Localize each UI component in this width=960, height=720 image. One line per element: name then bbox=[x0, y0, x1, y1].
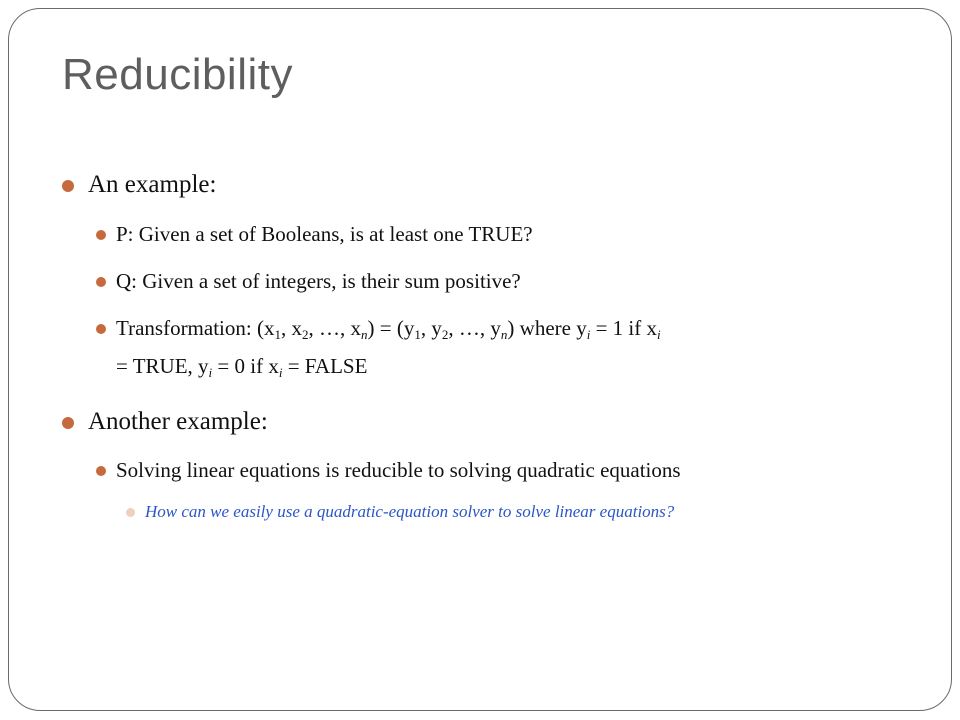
bullet-dot bbox=[96, 324, 106, 334]
bullet-dot bbox=[96, 230, 106, 240]
bullet-dot bbox=[126, 508, 135, 517]
slide-title: Reducibility bbox=[62, 50, 293, 99]
bullet-dot bbox=[62, 417, 74, 429]
bullet-q-definition: Q: Given a set of integers, is their sum positive? bbox=[116, 269, 521, 293]
bullet-dot bbox=[62, 180, 74, 192]
bullet-an-example: An example: bbox=[88, 171, 217, 198]
bullet-dot bbox=[96, 277, 106, 287]
bullet-transformation-line2: = TRUE, $y_i = 0$ if $x_i$ = FALSE bbox=[116, 354, 368, 381]
bullet-dot bbox=[96, 466, 106, 476]
bullet-linear-quadratic: Solving linear equations is reducible to solving quadratic equations bbox=[116, 458, 681, 482]
bullet-p-definition: P: Given a set of Booleans, is at least one TRUE? bbox=[116, 222, 533, 246]
bullet-another-example: Another example: bbox=[88, 408, 268, 435]
bullet-question: How can we easily use a quadratic-equation solver to solve linear equations? bbox=[145, 502, 675, 521]
bullet-transformation-line1: Transformation: ($x_1$, $x_2$, …, $x_n) = (y_1$, $y_2$, …, $y_n$) where $y_i = 1$ if $x_i$ bbox=[116, 316, 661, 343]
